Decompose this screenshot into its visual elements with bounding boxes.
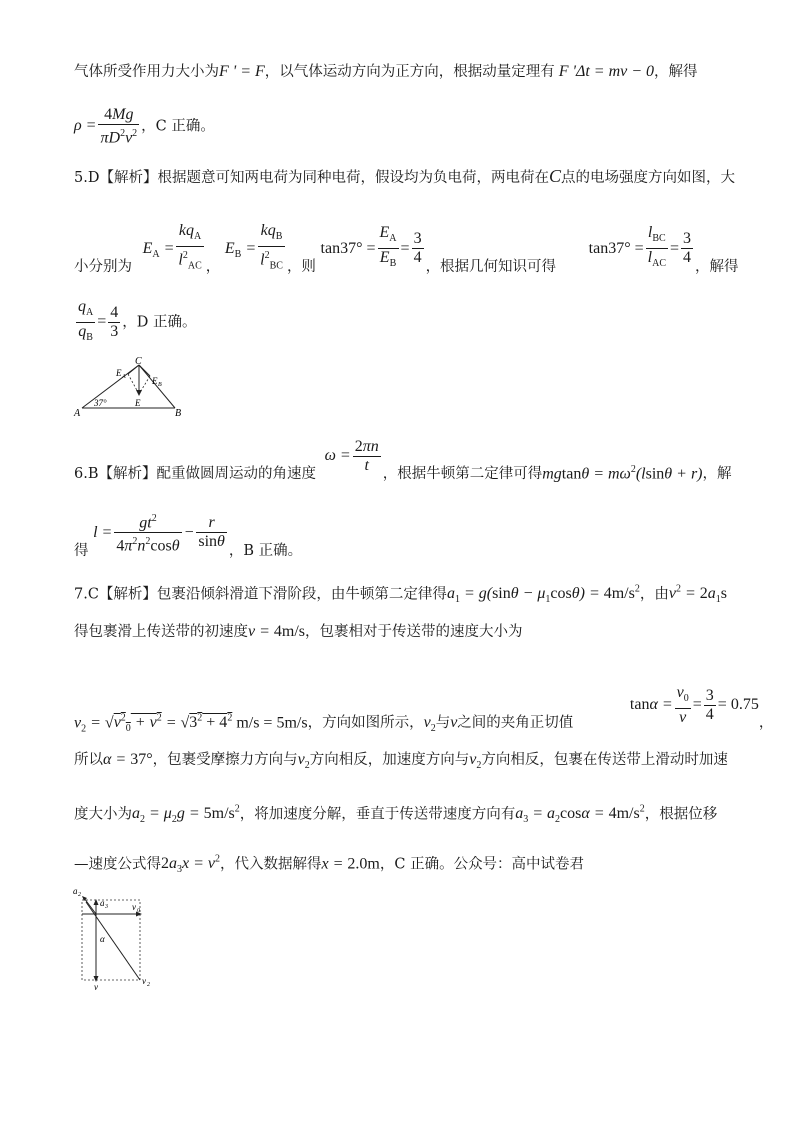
p7-line-2: 得包裹滑上传送带的初速度v = 4m/s，包裹相对于传送带的速度大小为 [74, 623, 523, 640]
svg-text:A: A [122, 374, 126, 380]
formula-l: l = $\frac{gt^2}{4\pi^2n^2\cos\theta}$ − $\frac{r}{\sin\theta}$ [93, 524, 229, 541]
formula-momentum: F 'Δt = mv − 0 [554, 63, 655, 80]
point-c: C [548, 166, 561, 186]
formula-alpha: α = 37° [103, 751, 153, 768]
formula-v2: $v_2 = √v^2_0 + v^2 = √3^2 + 4^2$ m/s = 5m/s [74, 712, 308, 735]
formula-qa-qb: $\frac{q_A}{q_B}$ = $\frac{4}{3}$ [78, 298, 119, 344]
p7-line-3: $v_2 = √v^2_0 + v^2 = √3^2 + 4^2$ m/s = 5m/s，方向如图所示，$v_2$与v之间的夹角正切值 tanα = $\frac{v_0}{v}$ = $\frac{3}{4}$ = 0.75， [74, 684, 760, 728]
formula-a3: $a_3 = a_2\cos\alpha = 4m/s^2$ [515, 804, 645, 826]
formula-omega: ω = $\frac{2\pi n}{t}$ [324, 438, 379, 474]
formula-tan37-e: tan37° = $\frac{E_A}{E_B}$ = $\frac{3}{4}$ [320, 224, 422, 270]
label-ea: E [116, 368, 122, 378]
p7-line-5: 度大小为$a_2 = \mu_2g = 5m/s^2$，将加速度分解，垂直于传送带速度方向有$a_3 = a_2\cos\alpha = 4m/s^2$，根据位移 [74, 804, 718, 826]
svg-text:3: 3 [105, 904, 108, 910]
formula-v-squared: $v^2 = 2a_1s$ [668, 584, 727, 606]
svg-text:2: 2 [78, 892, 81, 898]
p6-line-2: 得 l = $\frac{gt^2}{4\pi^2n^2\cos\theta}$ − $\frac{r}{\sin\theta}$ ，B 正确。 [74, 510, 760, 554]
triangle-field-figure [72, 356, 184, 418]
svg-text:B: B [158, 382, 162, 388]
p4-line-2: ρ = $\frac{4Mg}{\pi D^2v^2}$ ，C 正确。 [74, 106, 215, 147]
formula-rho: ρ = $\frac{4Mg}{\pi D^2v^2}$ [74, 106, 138, 147]
label-v0: v [132, 902, 136, 912]
p7-line-4: 所以α = 37°，包裹受摩擦力方向与$v_2$方向相反，加速度方向与$v_2$方向相反，包裹在传送带上滑动时加速 [74, 751, 728, 772]
p5-line-1: 5.D【解析】根据题意可知两电荷为同种电荷，假设均为负电荷，两电荷在C点的电场强度方向如图，大 [74, 166, 735, 186]
formula-force: F ' = F [219, 63, 265, 80]
formula-a1: $a_1 = g(\sin\theta - \mu_1\cos\theta) = 4m/s^2$ [446, 584, 640, 606]
p6-line-1: 6.B【解析】配重做圆周运动的角速度 ω = $\frac{2\pi n}{t}$ ，根据牛顿第二定律可得$mgtan\theta = m\omega^2(lsin\theta + r)$，解 [74, 438, 732, 483]
formula-tan37-l: tan37° = $\frac{l_{BC}}{l_{AC}}$ = $\frac{3}{4}$ [588, 224, 692, 270]
formula-displacement: $2a_3x = v^2$ [161, 854, 220, 876]
formula-tan-alpha: tanα = $\frac{v_0}{v}$ = $\frac{3}{4}$ = 0.75 [629, 684, 759, 727]
svg-text:2: 2 [147, 982, 150, 988]
velocity-vector-figure [72, 884, 158, 990]
p7-line-1: 7.C【解析】包裹沿倾斜滑道下滑阶段，由牛顿第二定律得$a_1 = g(\sin\theta - \mu_1\cos\theta) = 4m/s^2$，由$v^2 = 2a_1s$ [74, 584, 727, 606]
formula-a2: $a_2 = \mu_2g = 5m/s^2$ [132, 804, 240, 826]
side-bc [139, 365, 175, 408]
label-a: A [74, 408, 81, 418]
label-alpha: α [100, 934, 105, 944]
label-v: v [94, 982, 98, 990]
label-v2: v [142, 976, 146, 986]
label-a3: a [100, 898, 105, 908]
label-eb: E [152, 376, 158, 386]
formula-newton-6: $mgtan\theta = m\omega^2(lsin\theta + r)$ [542, 463, 703, 483]
p4-line-1: 气体所受作用力大小为F ' = F，以气体运动方向为正方向，根据动量定理有 F 'Δt = mv − 0，解得 [74, 63, 698, 80]
label-b: B [175, 408, 182, 418]
p5-line-3: $\frac{q_A}{q_B}$ = $\frac{4}{3}$ ，D 正确。 [74, 298, 760, 347]
a2-arrow [84, 898, 96, 914]
label-c: C [135, 356, 142, 367]
label-angle-37: 37° [94, 398, 107, 408]
formula-x: x = 2.0m [321, 855, 380, 873]
svg-text:0: 0 [137, 908, 140, 914]
formula-ea: $E_A$ = $\frac{kq_A}{l^2_{AC}}$ [142, 222, 202, 272]
p7-line-6: —速度公式得$2a_3x = v^2$，代入数据解得x = 2.0m，C 正确。公众号：高中试卷君 [74, 854, 585, 876]
label-e: E [135, 398, 141, 408]
p5-line-2: 小分别为 $E_A$ = $\frac{kq_A}{l^2_{AC}}$ ， $E_B$ = $\frac{kq_B}{l^2_{BC}}$ ，则 tan37° = $\frac{E_A}{E_B}$ = $\frac{3}{4}$ ，根据几何知识可得 tan37° = $\frac{l_{BC}}{l_{AC}}$ = $\frac{3}{4}$ ，解得 [74, 222, 739, 275]
formula-eb: $E_B$ = $\frac{kq_B}{l^2_{BC}}$ [224, 222, 283, 272]
formula-v: v = 4m/s [248, 623, 306, 640]
label-a2: a [73, 886, 78, 896]
